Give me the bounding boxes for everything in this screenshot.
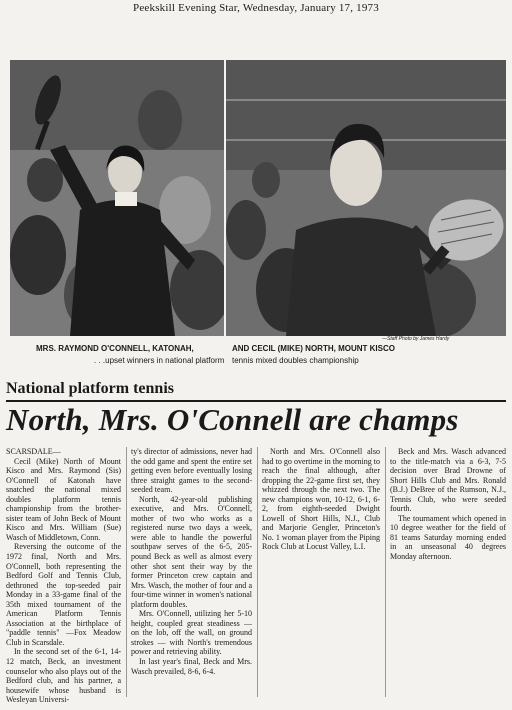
paragraph: Reversing the outcome of the 1972 final, North and Mrs. O'Connell, both representing the Bedford Golf and Tennis Club, dethroned the top-seeded pair Monday in a 33-game final of the 35th mixed tournament of the American Platform Tennis Association at the birthplace of "paddle tennis" —Fox Meadow Club in Scarsdale. (6, 542, 121, 647)
dateline: SCARSDALE— (6, 447, 61, 456)
caption-right-line2: tennis mixed doubles championship (232, 356, 359, 365)
caption-left-line2: . . .upset winners in national platform (94, 356, 225, 365)
caption-right (232, 343, 512, 367)
paragraph: In the second set of the 6-1, 14-12 match, Beck, an investment counselor who also plays out of the Bedford club, and his partner, a housewife whose husband is Wesleyan Universi- (6, 647, 121, 705)
paragraph: In last year's final, Beck and Mrs. Wasch prevailed, 8-6, 6-4. (131, 657, 252, 676)
caption-left-line1: MRS. RAYMOND O'CONNELL, KATONAH, (36, 344, 194, 353)
column-rule (126, 447, 127, 697)
column-rule (385, 447, 386, 697)
article-column-2 (131, 447, 252, 676)
masthead: Peekskill Evening Star, Wednesday, January 17, 1973 (133, 2, 379, 14)
article-headline: North, Mrs. O'Connell are champs (6, 402, 459, 437)
photo-mr-north (226, 60, 506, 336)
photo-mrs-oconnell (10, 60, 224, 336)
paragraph: North and Mrs. O'Connell also had to go overtime in the morning to reach the final although, after dropping the 22-game first set, they whizzed through the next two. The new champions won, 10-12, 6-1, 6-2, from eighth-seeded Dwight Lowell of Short Hills, N.J., Club and Marjorie Gengler, Princeton's No. 1 woman player from the Piping Rock Club at Locust Valley, L.I. (262, 447, 380, 552)
photo-credit: —Staff Photo by James Hardy (382, 336, 450, 342)
section-kicker: National platform tennis (6, 380, 174, 397)
article-column-3 (262, 447, 380, 552)
paragraph: Cecil (Mike) North of Mount Kisco and Mrs. Raymond (Sis) O'Connell of Katonah have snatched the national mixed doubles platform tennis championship from the brother-sister team of John Beck of Mount Kisco and Mrs. William (Sue) Wasch of Middletown, Conn. (6, 456, 121, 542)
article-column-4 (390, 447, 506, 562)
paragraph: The tournament which opened in 10 degree weather for the field of 81 teams Saturday morning ended in an unseasonal 40 degrees Monday afternoon. (390, 513, 506, 562)
caption-right-line1: AND CECIL (MIKE) NORTH, MOUNT KISCO (232, 344, 395, 353)
paragraph: ty's director of admissions, never had the odd game and spent the entire set getting even before eventually losing three straight games to the second-seeded team. (131, 447, 252, 495)
column-rule (257, 447, 258, 697)
paragraph: Mrs. O'Connell, utilizing her 5-10 height, coupled great steadiness — on the lob, off the wall, on ground strokes — with North's tremendous power and retrieving ability. (131, 609, 252, 657)
caption-left (36, 343, 226, 367)
article-column-1 (6, 447, 121, 705)
paragraph: North, 42-year-old publishing executive, and Mrs. O'Connell, mother of two who works as a registered nurse two days a week, were able to handle the powerful southpaw serves of the 6-5, 205-pound Beck as well as almost every other shot sent their way by the former Princeton crew captain and Mrs. Wasch, the mother of four and a four-time winner in women's national platform doubles. (131, 494, 252, 609)
paragraph: Beck and Mrs. Wasch advanced to the title-match via a 6-3, 7-5 decision over Brad Drowne of Short Hills Club and Mrs. Ronald (B.J.) DeBree of the Rumson, N.J., Tennis Club, who were seeded fourth. (390, 447, 506, 514)
